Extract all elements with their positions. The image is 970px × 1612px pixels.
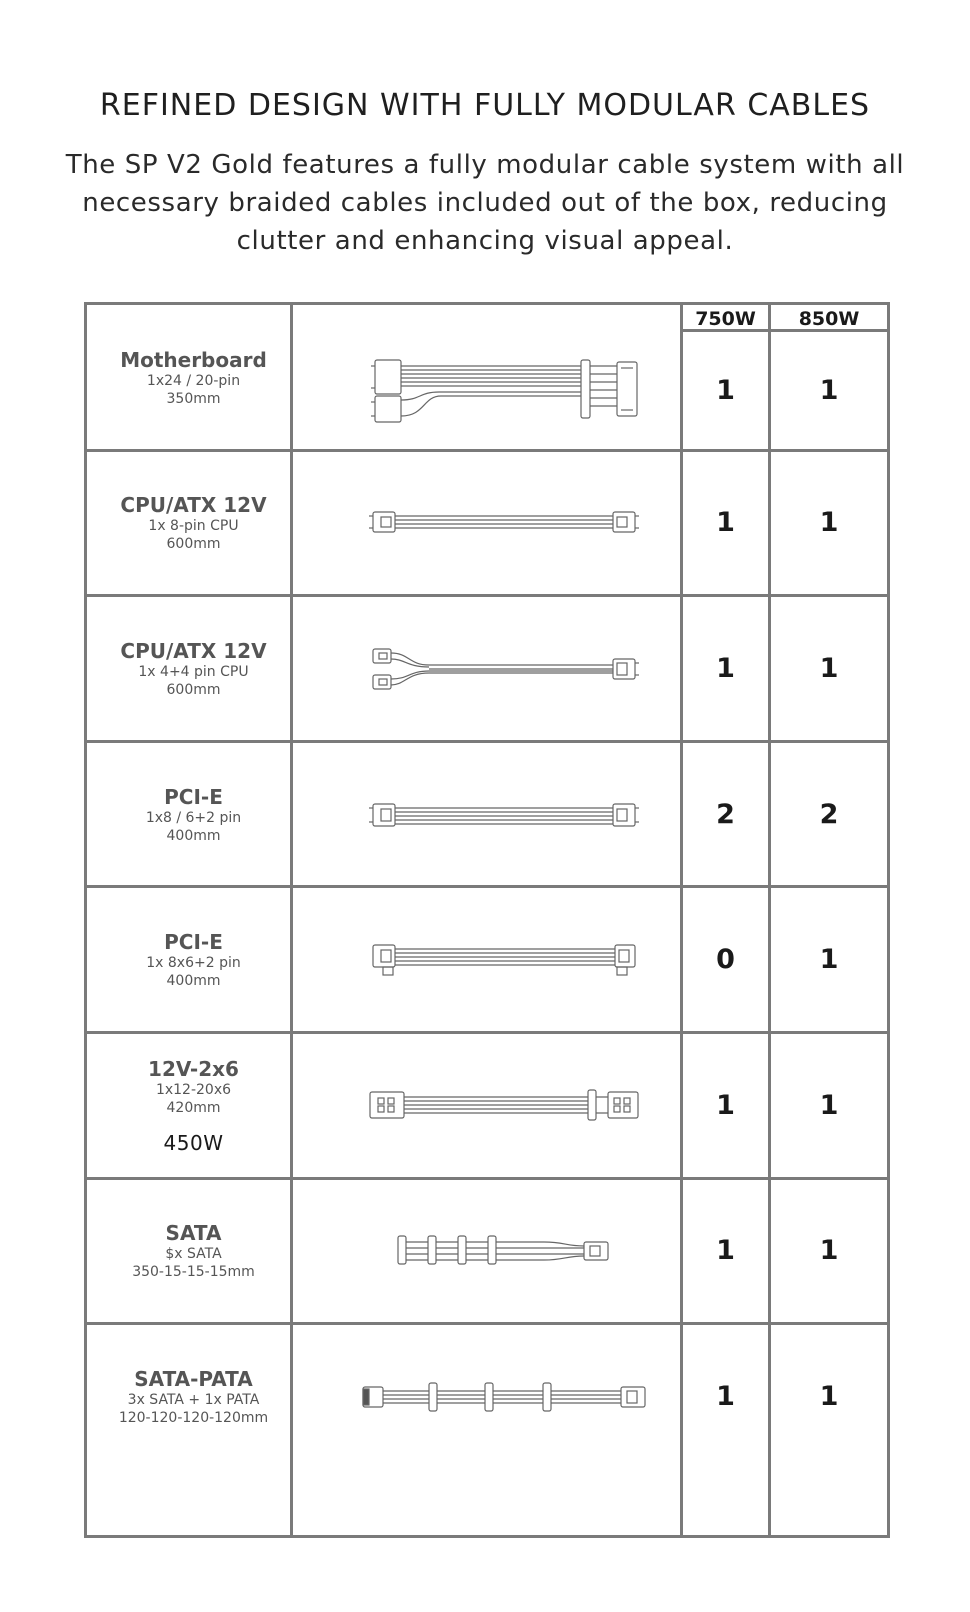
table-row-label [87, 305, 300, 451]
cable-name: Motherboard [120, 347, 267, 372]
cable-length: 600mm [166, 681, 221, 698]
cable-spec: $x SATA [165, 1246, 222, 1263]
table-row-label [87, 742, 300, 888]
count-850w: 1 [819, 1235, 839, 1267]
count-850w: 1 [819, 1089, 839, 1121]
cable-wattage-note: 450W [163, 1130, 224, 1155]
cable-name: PCI-E [164, 784, 223, 809]
sata-cable-icon [303, 1179, 704, 1325]
count-850w: 1 [819, 507, 839, 539]
count-850w: 1 [819, 1381, 839, 1412]
12v-2x6-cable-icon [303, 1033, 704, 1179]
table-row-label [87, 451, 300, 597]
count-850w: 2 [819, 798, 839, 830]
cable-spec: 1x 8-pin CPU [148, 518, 239, 535]
cable-spec: 1x24 / 20-pin [146, 372, 241, 389]
cable-length: 120-120-120-120mm [118, 1409, 269, 1426]
count-750w: 1 [716, 1089, 735, 1121]
count-750w: 1 [716, 507, 735, 539]
divider [768, 302, 771, 1538]
cable-length: 350mm [166, 390, 221, 407]
cable-name: PCI-E [164, 930, 223, 955]
count-850w: 1 [819, 653, 839, 684]
count-750w: 1 [716, 375, 735, 407]
count-750w: 0 [716, 944, 735, 976]
cpu-8pin-cable-icon [303, 451, 704, 597]
cable-name: 12V-2x6 [148, 1056, 239, 1081]
cable-name: SATA [165, 1221, 222, 1246]
cable-spec: 1x12-20x6 [155, 1081, 232, 1098]
table-row-label [87, 1324, 300, 1470]
count-850w: 1 [819, 375, 839, 407]
atx-24pin-cable-icon [303, 332, 704, 451]
cable-spec: 1x 8x6+2 pin [146, 955, 241, 972]
cable-spec: 1x8 / 6+2 pin [145, 809, 242, 826]
count-850w: 1 [819, 944, 839, 976]
cable-length: 420mm [166, 1099, 221, 1116]
cable-table [84, 302, 890, 1538]
count-750w: 2 [716, 798, 735, 830]
count-750w: 1 [716, 1381, 735, 1412]
cable-length: 400mm [166, 827, 221, 844]
cable-length: 600mm [166, 536, 221, 553]
cable-length: 350-15-15-15mm [132, 1264, 255, 1281]
cable-name: CPU/ATX 12V [120, 493, 267, 518]
column-header-750w: 750W [695, 308, 756, 330]
cable-name: SATA-PATA [134, 1366, 253, 1391]
column-header-850w: 850W [798, 308, 860, 330]
page-title: REFINED DESIGN WITH FULLY MODULAR CABLES [99, 88, 871, 123]
sata-pata-cable-icon [303, 1324, 704, 1470]
count-750w: 1 [716, 1235, 735, 1267]
table-row-label [87, 596, 300, 742]
table-row-label [87, 1179, 300, 1325]
cpu-4plus4-cable-icon [303, 596, 704, 742]
table-row-label [87, 887, 300, 1033]
cable-spec: 1x 4+4 pin CPU [138, 663, 249, 680]
pcie-cable-icon [303, 742, 704, 888]
page-subtitle: The SP V2 Gold features a fully modular cable system with all necessary braided cables included out of the box, reducing clutter and enhancing visual appeal. [65, 150, 905, 256]
table-row-label [87, 1033, 300, 1179]
cable-spec: 3x SATA + 1x PATA [127, 1391, 260, 1408]
pcie-dual-cable-icon [303, 887, 704, 1033]
count-750w: 1 [716, 653, 735, 684]
cable-name: CPU/ATX 12V [120, 638, 267, 663]
cable-length: 400mm [166, 973, 221, 990]
